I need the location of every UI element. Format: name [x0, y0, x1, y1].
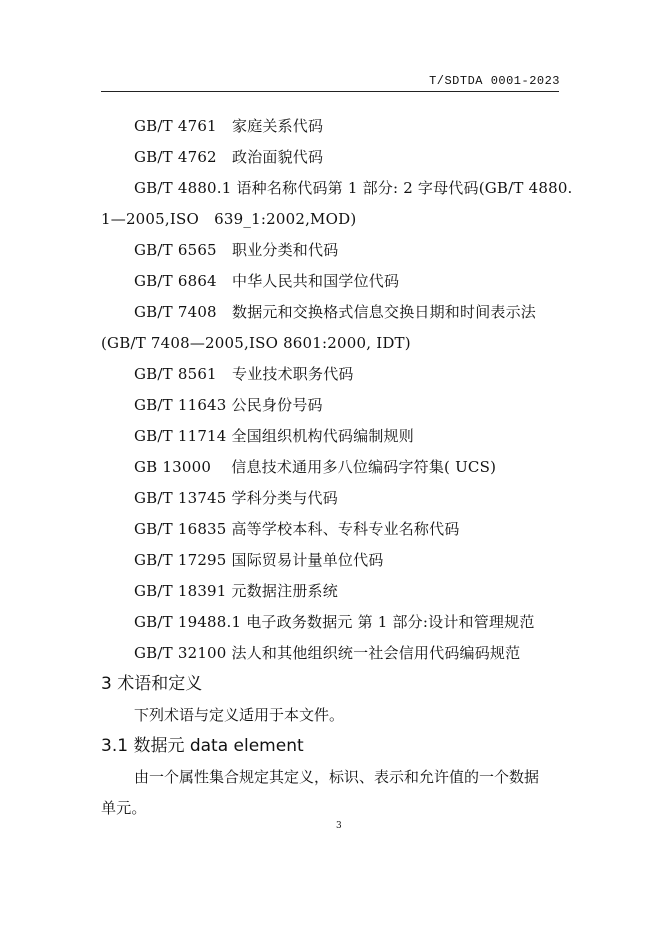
reference-item: GB/T 11643 公民身份号码: [134, 396, 323, 414]
reference-item: GB/T 8561 专业技术职务代码: [134, 365, 354, 383]
reference-item: GB/T 4762 政治面貌代码: [134, 148, 324, 166]
reference-item: GB/T 18391 元数据注册系统: [134, 582, 338, 600]
reference-item: GB/T 7408 数据元和交换格式信息交换日期和时间表示法: [134, 303, 537, 321]
reference-item: GB/T 6864 中华人民共和国学位代码: [134, 272, 400, 290]
page-number: 3: [336, 821, 342, 831]
reference-item: GB 13000 信息技术通用多八位编码字符集( UCS): [134, 458, 497, 476]
definition-text-continuation: 单元。: [101, 799, 147, 817]
reference-item: GB/T 6565 职业分类和代码: [134, 241, 339, 259]
reference-item: GB/T 19488.1 电子政务数据元 第 1 部分:设计和管理规范: [134, 613, 535, 631]
reference-item-continuation: (GB/T 7408—2005,ISO 8601:2000, IDT): [101, 334, 411, 352]
reference-item: GB/T 13745 学科分类与代码: [134, 489, 338, 507]
reference-item: GB/T 32100 法人和其他组织统一社会信用代码编码规范: [134, 644, 521, 662]
subsection-heading: 3.1 数据元 data element: [101, 736, 304, 756]
reference-item: GB/T 16835 高等学校本科、专科专业名称代码: [134, 520, 460, 538]
reference-item-continuation: 1—2005,ISO 639_1:2002,MOD): [101, 210, 357, 228]
section-intro: 下列术语与定义适用于本文件。: [134, 706, 345, 724]
reference-item: GB/T 11714 全国组织机构代码编制规则: [134, 427, 414, 445]
definition-text: 由一个属性集合规定其定义，标识、表示和允许值的一个数据: [134, 768, 540, 786]
section-heading: 3 术语和定义: [101, 674, 203, 694]
header-rule: [101, 91, 559, 92]
reference-item: GB/T 17295 国际贸易计量单位代码: [134, 551, 384, 569]
reference-item: GB/T 4880.1 语种名称代码第 1 部分: 2 字母代码(GB/T 4880.: [134, 179, 573, 197]
document-code: T/SDTDA 0001-2023: [429, 74, 560, 88]
reference-item: GB/T 4761 家庭关系代码: [134, 117, 324, 135]
